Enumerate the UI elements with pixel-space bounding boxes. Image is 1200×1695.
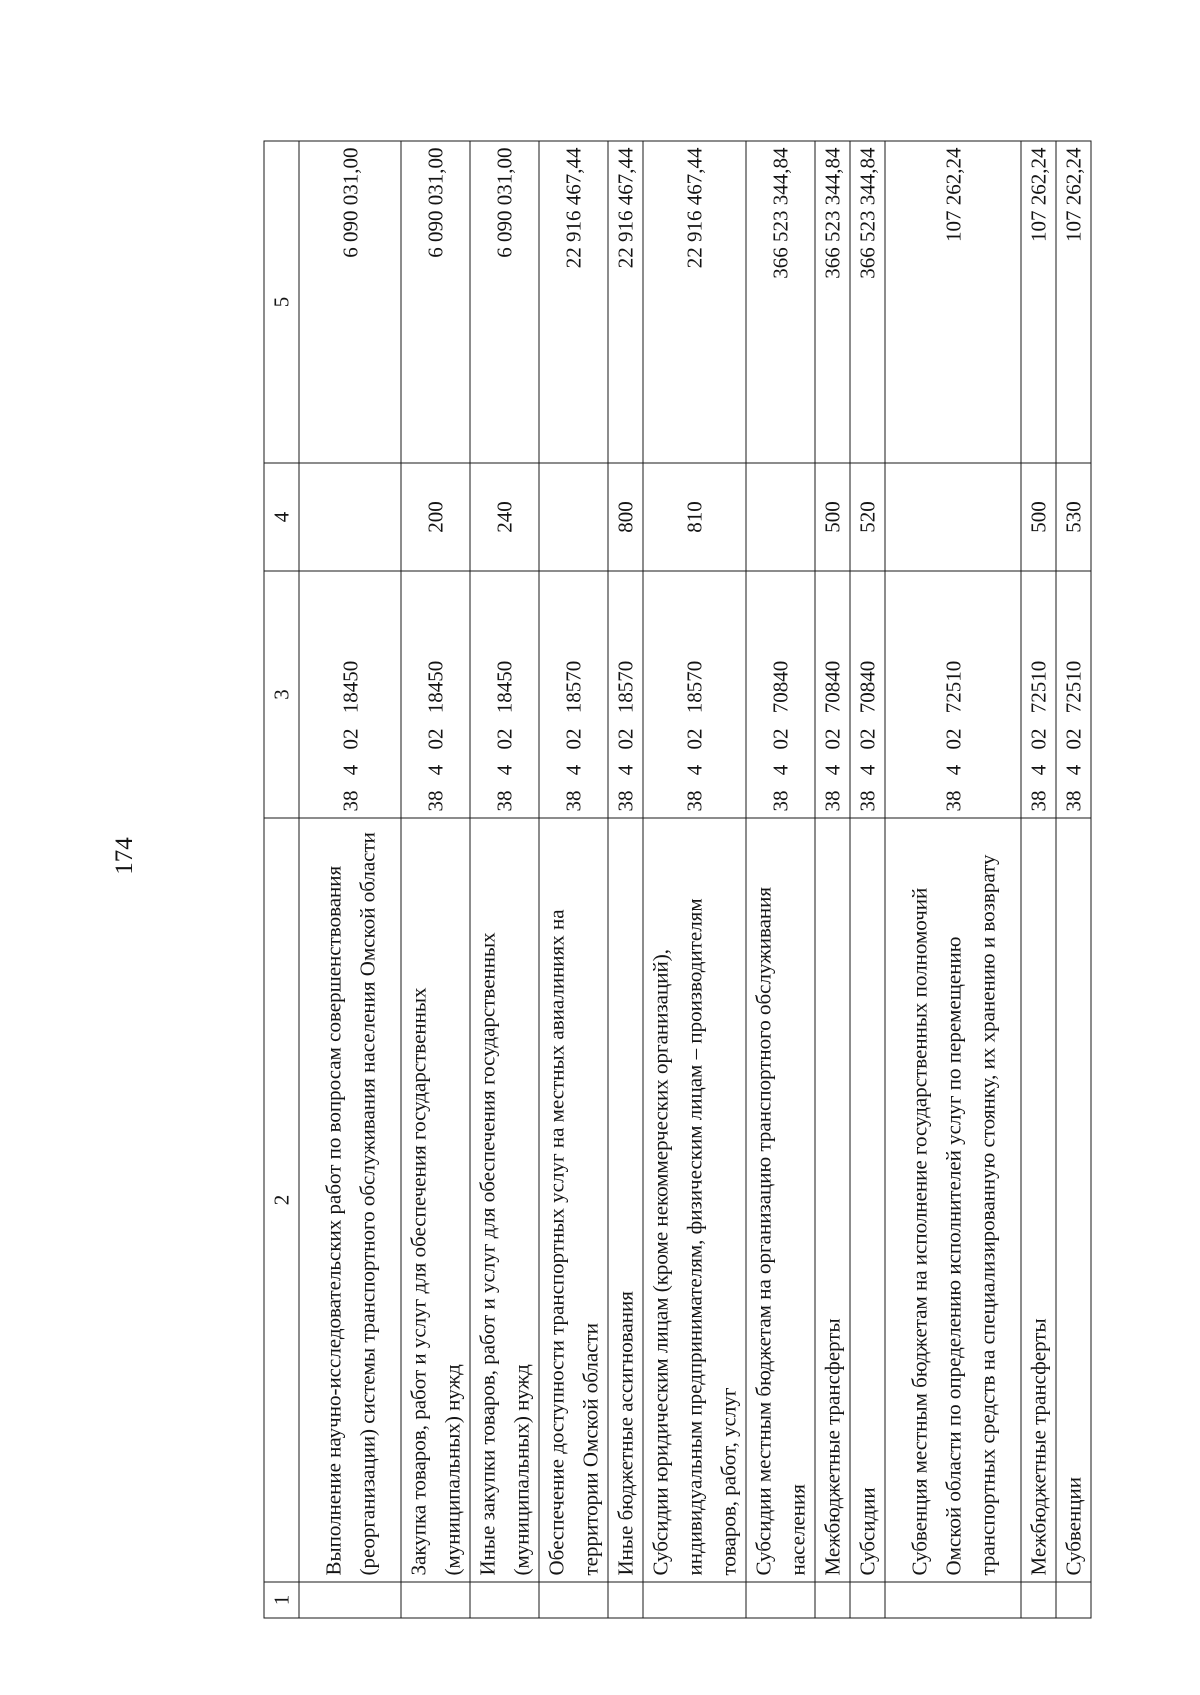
header-col-1: 1 <box>264 1582 299 1618</box>
table-row <box>815 141 850 1618</box>
row-type-cell: 500 <box>1021 463 1056 571</box>
table-row <box>1056 141 1091 1618</box>
row-code-cell: 38 4 02 18450 <box>470 571 539 818</box>
row-code-cell: 38 4 02 18450 <box>299 571 401 818</box>
table-row <box>470 141 539 1618</box>
row-number-cell <box>746 1582 815 1618</box>
row-amount-cell: 22 916 467,44 <box>643 141 746 463</box>
row-type-cell: 500 <box>815 463 850 571</box>
row-number-cell <box>539 1582 608 1618</box>
header-col-5: 5 <box>264 141 299 463</box>
row-amount-cell: 6 090 031,00 <box>299 141 401 463</box>
header-col-4: 4 <box>264 463 299 571</box>
row-amount-cell: 6 090 031,00 <box>470 141 539 463</box>
row-number-cell <box>401 1582 470 1618</box>
row-amount-cell: 22 916 467,44 <box>608 141 643 463</box>
row-code-cell: 38 4 02 72510 <box>1021 571 1056 818</box>
row-type-cell <box>746 463 815 571</box>
row-amount-cell: 6 090 031,00 <box>401 141 470 463</box>
budget-table <box>264 141 1092 1619</box>
row-name-cell: Субвенции <box>1056 818 1091 1582</box>
row-name-cell: Иные бюджетные ассигнования <box>608 818 643 1582</box>
row-type-cell: 520 <box>850 463 885 571</box>
row-type-cell: 240 <box>470 463 539 571</box>
table-row <box>539 141 608 1618</box>
row-amount-cell: 107 262,24 <box>1021 141 1056 463</box>
row-name-cell: Субсидии <box>850 818 885 1582</box>
row-amount-cell: 366 523 344,84 <box>746 141 815 463</box>
row-number-cell <box>470 1582 539 1618</box>
row-name-cell: Межбюджетные трансферты <box>1021 818 1056 1582</box>
row-number-cell <box>1021 1582 1056 1618</box>
row-number-cell <box>608 1582 643 1618</box>
row-name-cell: Иные закупки товаров, работ и услуг для обеспечения государственных (муниципальных) нужд <box>470 818 539 1582</box>
row-name-cell: Субсидии юридическим лицам (кроме некоммерческих организаций), индивидуальным предпринимателям, физическим лицам – производителям товаров, работ, услуг <box>643 818 746 1582</box>
row-code-cell: 38 4 02 70840 <box>850 571 885 818</box>
row-name-cell: Обеспечение доступности транспортных услуг на местных авиалиниях на территории Омской области <box>539 818 608 1582</box>
row-code-cell: 38 4 02 18450 <box>401 571 470 818</box>
row-type-cell <box>299 463 401 571</box>
page-number: 174 <box>111 837 138 875</box>
row-amount-cell: 366 523 344,84 <box>850 141 885 463</box>
table-row <box>299 141 401 1618</box>
row-code-cell: 38 4 02 72510 <box>885 571 1021 818</box>
table-header-row <box>264 141 299 1618</box>
row-number-cell <box>850 1582 885 1618</box>
row-number-cell <box>815 1582 850 1618</box>
header-col-3: 3 <box>264 571 299 818</box>
row-name-cell: Субвенция местным бюджетам на исполнение государственных полномочий Омской области по определению исполнителей услуг по перемещению транспортных средств на специализированную стоянку, их хранению и возврату <box>885 818 1021 1582</box>
row-code-cell: 38 4 02 70840 <box>815 571 850 818</box>
row-number-cell <box>299 1582 401 1618</box>
row-type-cell: 810 <box>643 463 746 571</box>
header-col-2: 2 <box>264 818 299 1582</box>
row-code-cell: 38 4 02 18570 <box>539 571 608 818</box>
row-code-cell: 38 4 02 70840 <box>746 571 815 818</box>
row-amount-cell: 366 523 344,84 <box>815 141 850 463</box>
table-row <box>643 141 746 1618</box>
row-type-cell: 200 <box>401 463 470 571</box>
table-row <box>885 141 1021 1618</box>
row-type-cell: 800 <box>608 463 643 571</box>
row-number-cell <box>1056 1582 1091 1618</box>
row-amount-cell: 107 262,24 <box>1056 141 1091 463</box>
row-type-cell: 530 <box>1056 463 1091 571</box>
table-row <box>608 141 643 1618</box>
row-number-cell <box>643 1582 746 1618</box>
row-code-cell: 38 4 02 18570 <box>608 571 643 818</box>
row-type-cell <box>885 463 1021 571</box>
row-code-cell: 38 4 02 18570 <box>643 571 746 818</box>
row-code-cell: 38 4 02 72510 <box>1056 571 1091 818</box>
row-name-cell: Выполнение научно-исследовательских работ по вопросам совершенствования (реорганизации) системы транспортного обслуживания населения Омской области <box>299 818 401 1582</box>
row-amount-cell: 107 262,24 <box>885 141 1021 463</box>
row-type-cell <box>539 463 608 571</box>
table-row <box>401 141 470 1618</box>
row-name-cell: Закупка товаров, работ и услуг для обеспечения государственных (муниципальных) нужд <box>401 818 470 1582</box>
row-name-cell: Межбюджетные трансферты <box>815 818 850 1582</box>
table-row <box>850 141 885 1618</box>
budget-table-container <box>264 142 1086 1619</box>
table-row <box>1021 141 1056 1618</box>
row-name-cell: Субсидии местным бюджетам на организацию транспортного обслуживания населения <box>746 818 815 1582</box>
table-row <box>746 141 815 1618</box>
row-amount-cell: 22 916 467,44 <box>539 141 608 463</box>
row-number-cell <box>885 1582 1021 1618</box>
